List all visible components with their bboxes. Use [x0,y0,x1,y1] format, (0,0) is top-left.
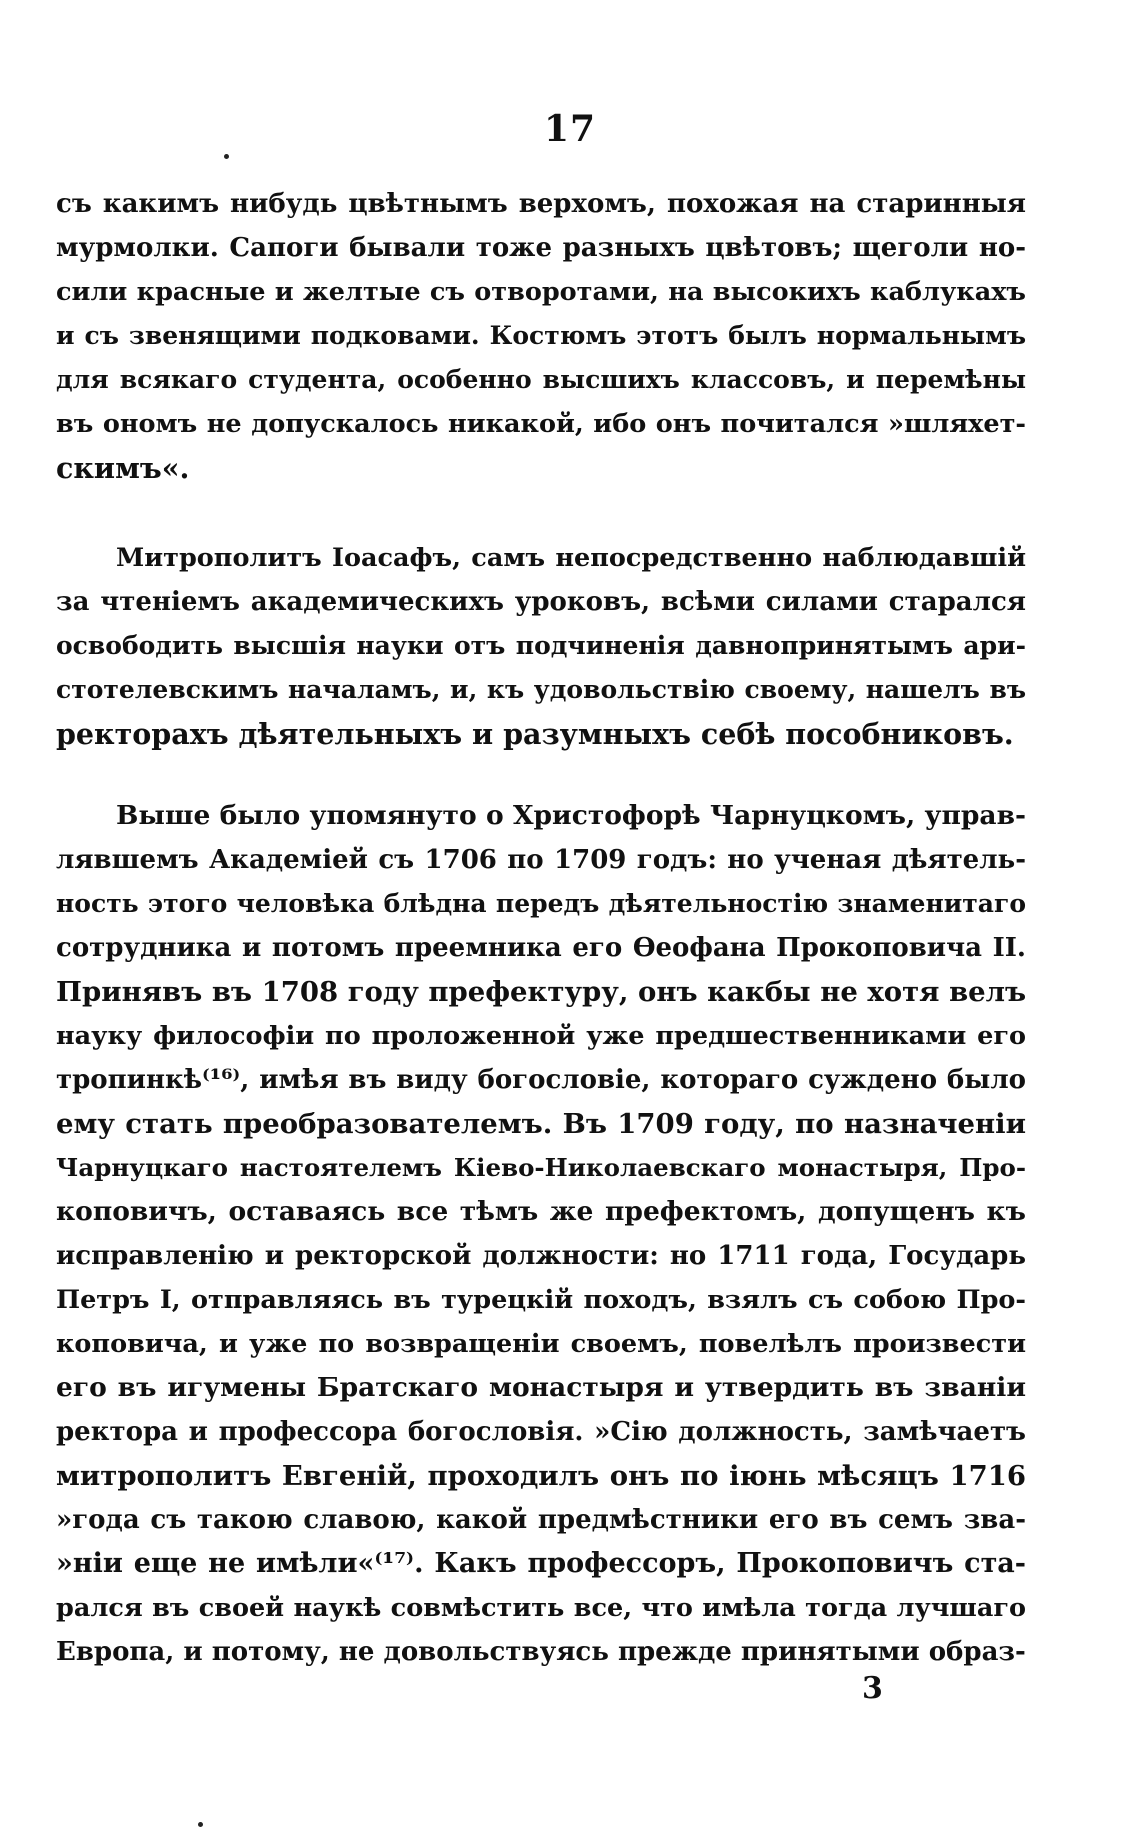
print-speck [198,1822,203,1827]
text-line: его въ игумены Братскаго монастыря и утвердить въ званіи [56,1372,1026,1403]
text-line: мурмолки. Сапоги бывали тоже разныхъ цвѣтовъ; щеголи но- [56,233,1026,263]
signature-mark: 3 [862,1671,883,1706]
text-line: науку философіи по проложенной уже предшественниками его [56,1021,1026,1051]
page-number: 17 [543,108,597,150]
paragraph-2 [56,536,1026,756]
text-line: сотрудника и потомъ преемника его Ѳеофана Прокоповича II. [56,933,1026,963]
text-line: съ какимъ нибудь цвѣтнымъ верхомъ, похожая на старинныя [56,189,1026,219]
text-line: скимъ«. [56,451,190,485]
text-line: ректора и профессора богословія. »Сію должность, замѣчаетъ [56,1417,1026,1447]
text-line: тропинкѣ⁽¹⁶⁾, имѣя въ виду богословіе, котораго суждено было [56,1065,1026,1095]
text-line: для всякаго студента, особенно высшихъ классовъ, и перемѣны [56,365,1026,394]
text-line: Митрополитъ Іоасафъ, самъ непосредственно наблюдавшій [116,543,1026,573]
text-line: Чарнуцкаго настоятелемъ Кіево-Николаевскаго монастыря, Про- [56,1153,1026,1182]
text-line: лявшемъ Академіей съ 1706 по 1709 годъ: но ученая дѣятель- [56,845,1026,875]
text-line: коповича, и уже по возвращеніи своемъ, повелѣлъ произвести [56,1329,1026,1359]
text-line: коповичъ, оставаясь все тѣмъ же префектомъ, допущенъ къ [56,1196,1026,1227]
text-line: ность этого человѣка блѣдна передъ дѣятельностію знаменитаго [56,889,1026,918]
text-line: Европа, и потому, не довольствуясь прежде принятыми образ- [56,1637,1026,1667]
text-line: стотелевскимъ началамъ, и, къ удовольствію своему, нашелъ въ [56,675,1026,704]
text-line: Петръ I, отправляясь въ турецкій походъ, взялъ съ собою Про- [56,1285,1026,1315]
text-line: Принявъ въ 1708 году префектуру, онъ какбы не хотя велъ [56,976,1027,1008]
text-line: »ніи еще не имѣли«⁽¹⁷⁾. Какъ профессоръ, Прокоповичъ ста- [56,1548,1026,1579]
paragraph-1 [56,182,1026,490]
text-line: за чтеніемъ академическихъ уроковъ, всѣми силами старался [56,587,1026,617]
text-line: въ ономъ не допускалось никакой, ибо онъ почитался »шляхет- [56,409,1026,439]
text-line: исправленію и ректорской должности: но 1711 года, Государь [56,1241,1026,1271]
text-line: ему стать преобразователемъ. Въ 1709 году, по назначеніи [56,1108,1026,1140]
text-line: и съ звенящими подковами. Костюмъ этотъ былъ нормальнымъ [56,321,1026,350]
text-line: рался въ своей наукѣ совмѣстить все, что имѣла тогда лучшаго [56,1593,1026,1623]
text-line: ректорахъ дѣятельныхъ и разумныхъ себѣ пособниковъ. [56,717,1014,751]
text-line: освободить высшія науки отъ подчиненія давнопринятымъ ари- [56,631,1026,660]
text-line: сили красные и желтые съ отворотами, на высокихъ каблукахъ [56,277,1026,307]
text-line: митрополитъ Евгеній, проходилъ онъ по іюнь мѣсяцъ 1716 [56,1460,1026,1492]
paragraph-3 [56,794,1026,1674]
text-line: Выше было упомянуто о Христофорѣ Чарнуцкомъ, управ- [116,800,1026,831]
print-speck [224,154,229,159]
text-line: »года съ такою славою, какой предмѣстники его въ семъ зва- [56,1505,1026,1535]
